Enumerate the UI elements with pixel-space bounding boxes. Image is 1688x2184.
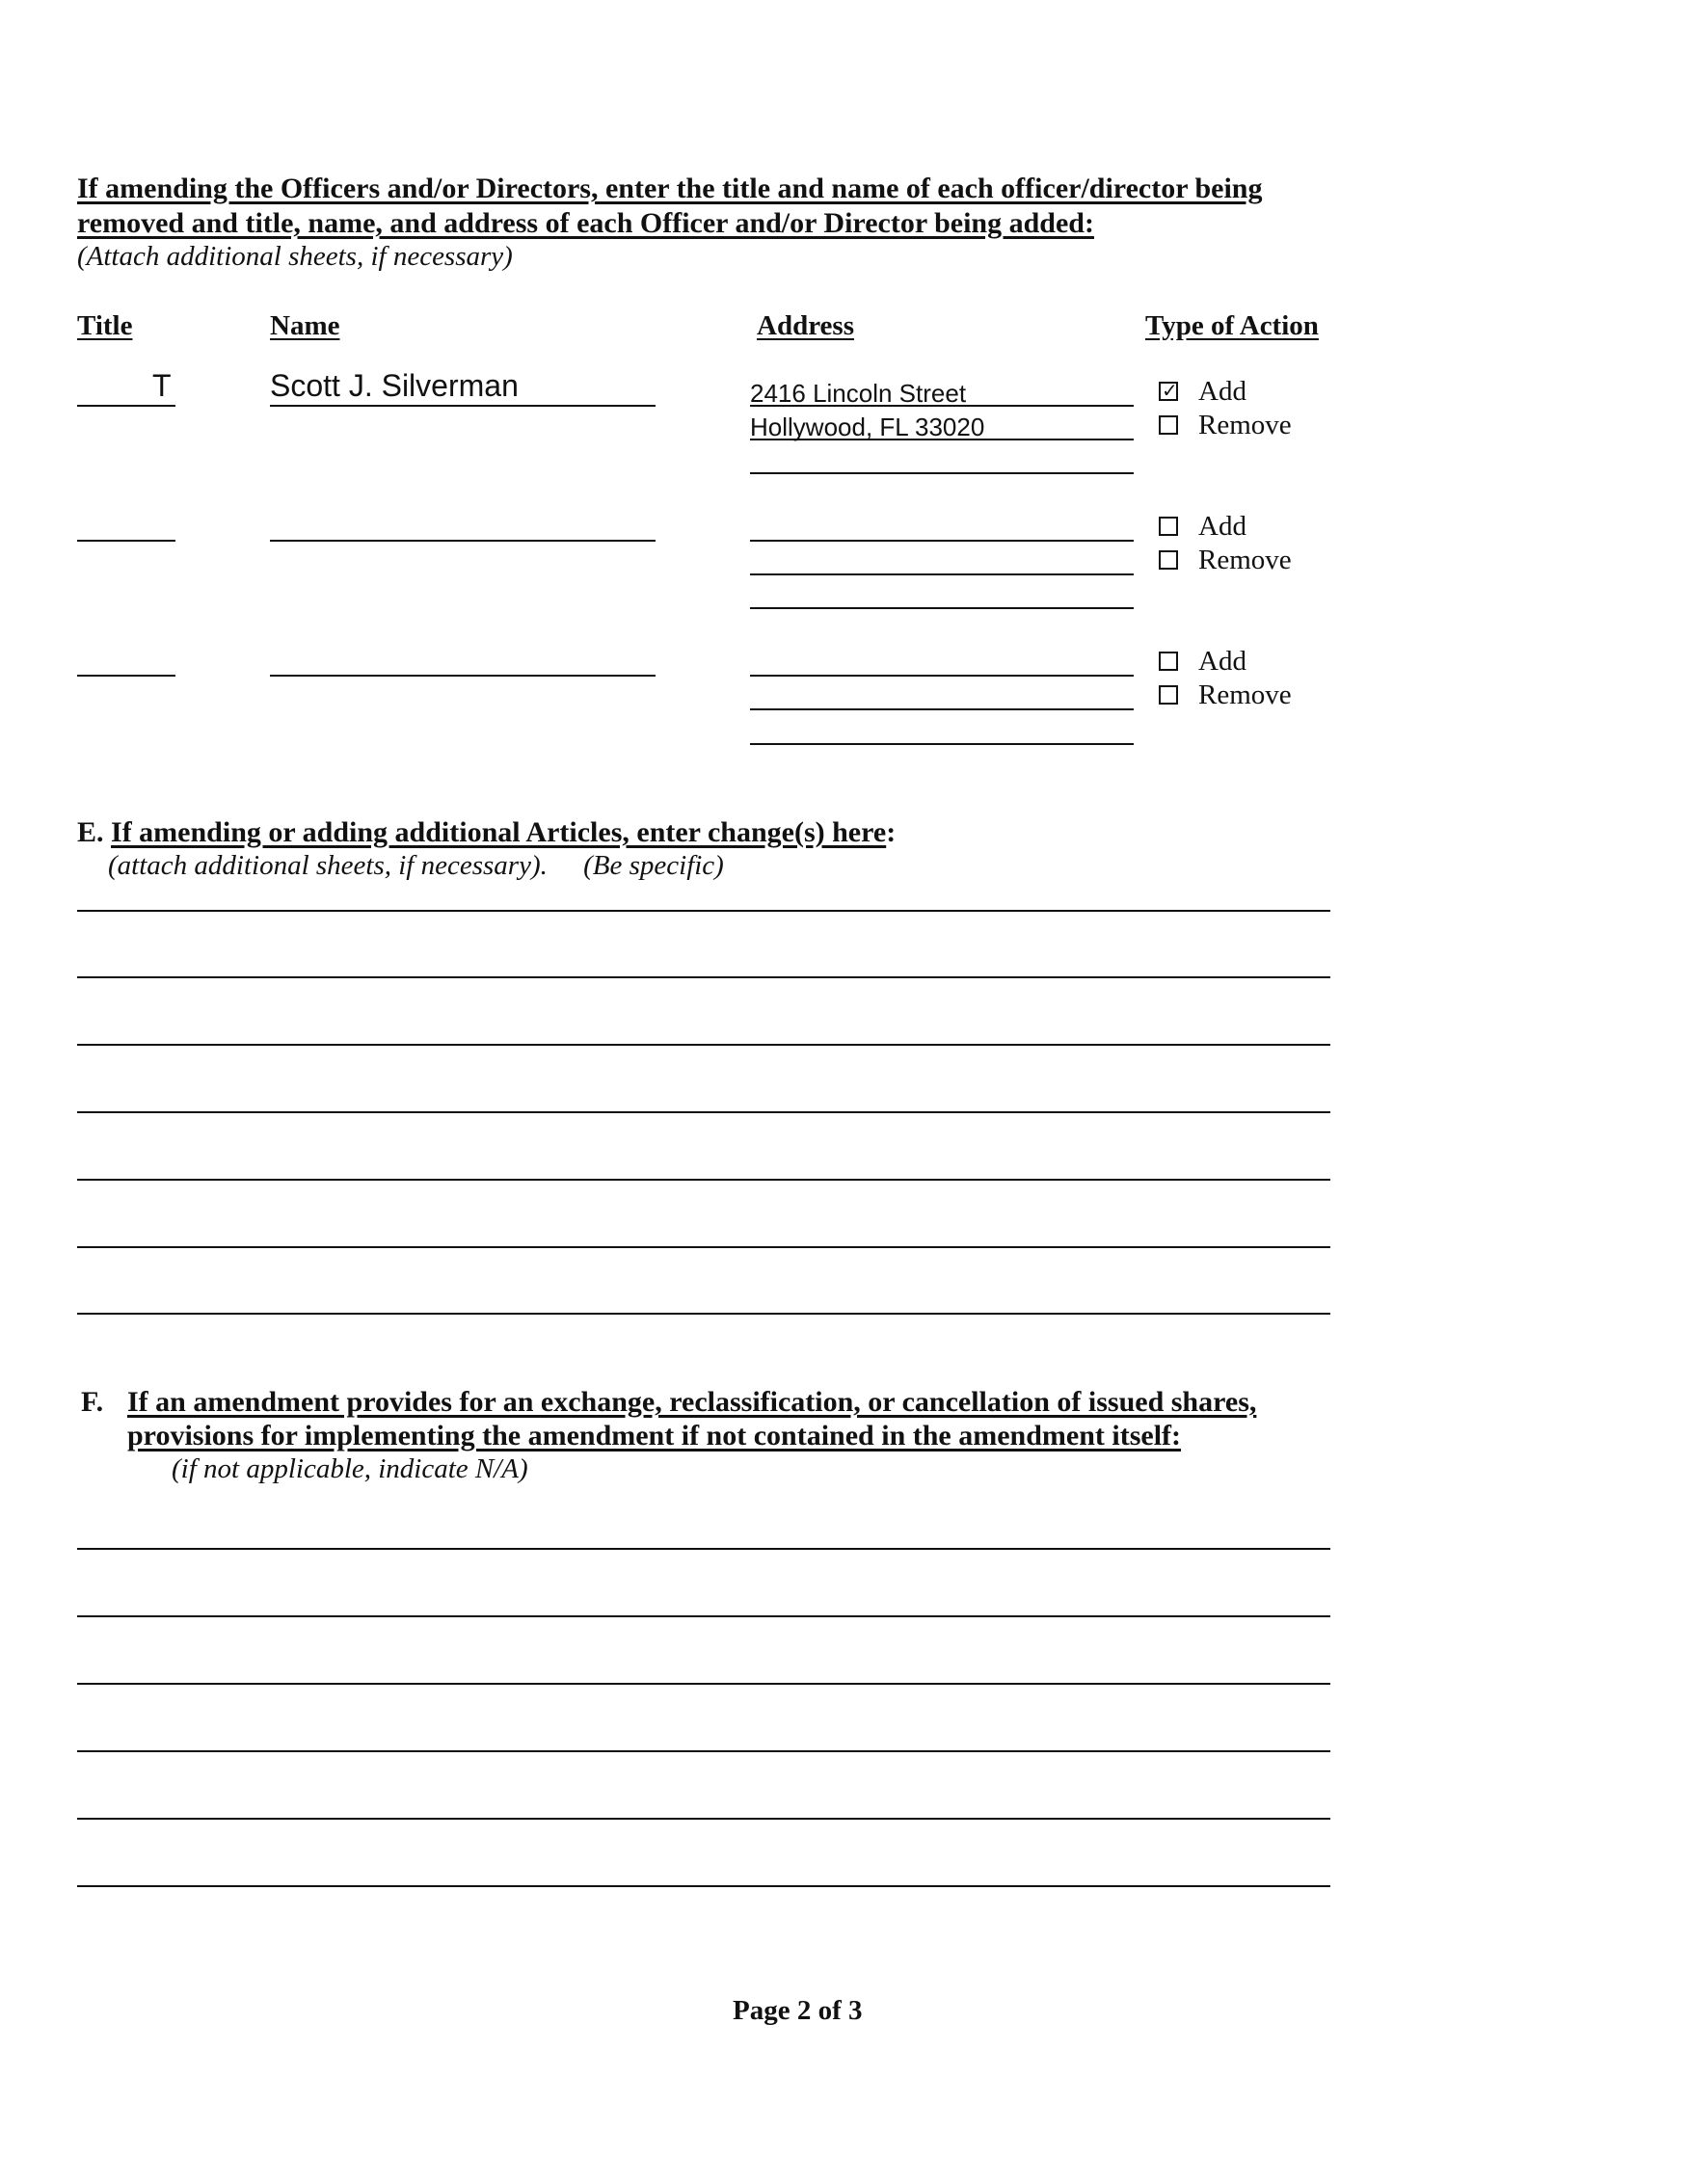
- entry-line[interactable]: [77, 1885, 1330, 1887]
- remove-checkbox[interactable]: [1159, 685, 1178, 705]
- add-label: Add: [1198, 376, 1246, 407]
- officers-heading-line2: removed and title, name, and address of each Officer and/or Director being added:: [77, 207, 1094, 239]
- entry-line[interactable]: [77, 1750, 1330, 1752]
- address-underline-2: [750, 439, 1134, 440]
- entry-line[interactable]: [77, 1111, 1330, 1113]
- title-underline: [77, 540, 175, 542]
- entry-line[interactable]: [77, 1548, 1330, 1550]
- address-line1-field[interactable]: 2416 Lincoln Street: [750, 379, 967, 408]
- section-e-note: [108, 850, 724, 882]
- section-e-note-attach: (attach additional sheets, if necessary).: [108, 850, 548, 881]
- remove-label: Remove: [1198, 679, 1292, 710]
- section-f-note: (if not applicable, indicate N/A): [172, 1453, 528, 1484]
- add-label: Add: [1198, 646, 1246, 677]
- add-checkbox[interactable]: [1159, 517, 1178, 536]
- section-e-heading: [77, 815, 896, 850]
- officers-note: (Attach additional sheets, if necessary): [77, 241, 513, 272]
- name-underline: [270, 675, 656, 677]
- entry-line[interactable]: [77, 1044, 1330, 1046]
- address-underline-1: [750, 540, 1134, 542]
- add-checkbox[interactable]: [1159, 379, 1178, 402]
- entry-line[interactable]: [77, 976, 1330, 978]
- section-f-heading-line2: provisions for implementing the amendment if not contained in the amendment itself:: [127, 1420, 1182, 1452]
- address-underline-1: [750, 675, 1134, 677]
- entry-line[interactable]: [77, 1818, 1330, 1820]
- address-underline-3: [750, 472, 1134, 474]
- column-name-header: Name: [270, 310, 340, 341]
- section-e-title: If amending or adding additional Articles, enter change(s) here: [111, 816, 887, 848]
- section-e-letter: E.: [77, 816, 104, 848]
- entry-line[interactable]: [77, 1179, 1330, 1181]
- entry-line[interactable]: [77, 1313, 1330, 1315]
- address-underline-2: [750, 573, 1134, 575]
- remove-label: Remove: [1198, 545, 1292, 575]
- address-underline-3: [750, 743, 1134, 745]
- entry-line[interactable]: [77, 1246, 1330, 1248]
- section-e-colon: :: [886, 816, 897, 848]
- remove-checkbox[interactable]: [1159, 550, 1178, 570]
- officer-name-field[interactable]: Scott J. Silverman: [270, 368, 519, 403]
- entry-line[interactable]: [77, 1615, 1330, 1617]
- name-underline: [270, 405, 656, 407]
- title-underline: [77, 675, 175, 677]
- section-e-note-specific: (Be specific): [583, 850, 724, 881]
- add-label: Add: [1198, 511, 1246, 542]
- checkmark-icon: ✓: [1162, 379, 1178, 402]
- remove-label: Remove: [1198, 410, 1292, 440]
- section-f-letter: F.: [81, 1386, 104, 1418]
- officer-title-field[interactable]: T: [152, 368, 172, 403]
- address-line2-field[interactable]: Hollywood, FL 33020: [750, 413, 985, 441]
- address-underline-2: [750, 708, 1134, 710]
- entry-line[interactable]: [77, 910, 1330, 912]
- column-address-header: Address: [757, 310, 854, 341]
- address-underline-3: [750, 607, 1134, 609]
- entry-line[interactable]: [77, 1683, 1330, 1685]
- officers-heading-line1: If amending the Officers and/or Directors, enter the title and name of each officer/director being: [77, 173, 1263, 204]
- section-f-heading-line1: If an amendment provides for an exchange, reclassification, or cancellation of issued shares,: [127, 1386, 1257, 1418]
- column-action-header: Type of Action: [1145, 310, 1319, 341]
- column-title-header: Title: [77, 310, 133, 341]
- title-underline: [77, 405, 175, 407]
- page-number: Page 2 of 3: [733, 1995, 863, 2026]
- remove-checkbox[interactable]: [1159, 415, 1178, 435]
- name-underline: [270, 540, 656, 542]
- add-checkbox[interactable]: [1159, 652, 1178, 671]
- address-underline-1: [750, 405, 1134, 407]
